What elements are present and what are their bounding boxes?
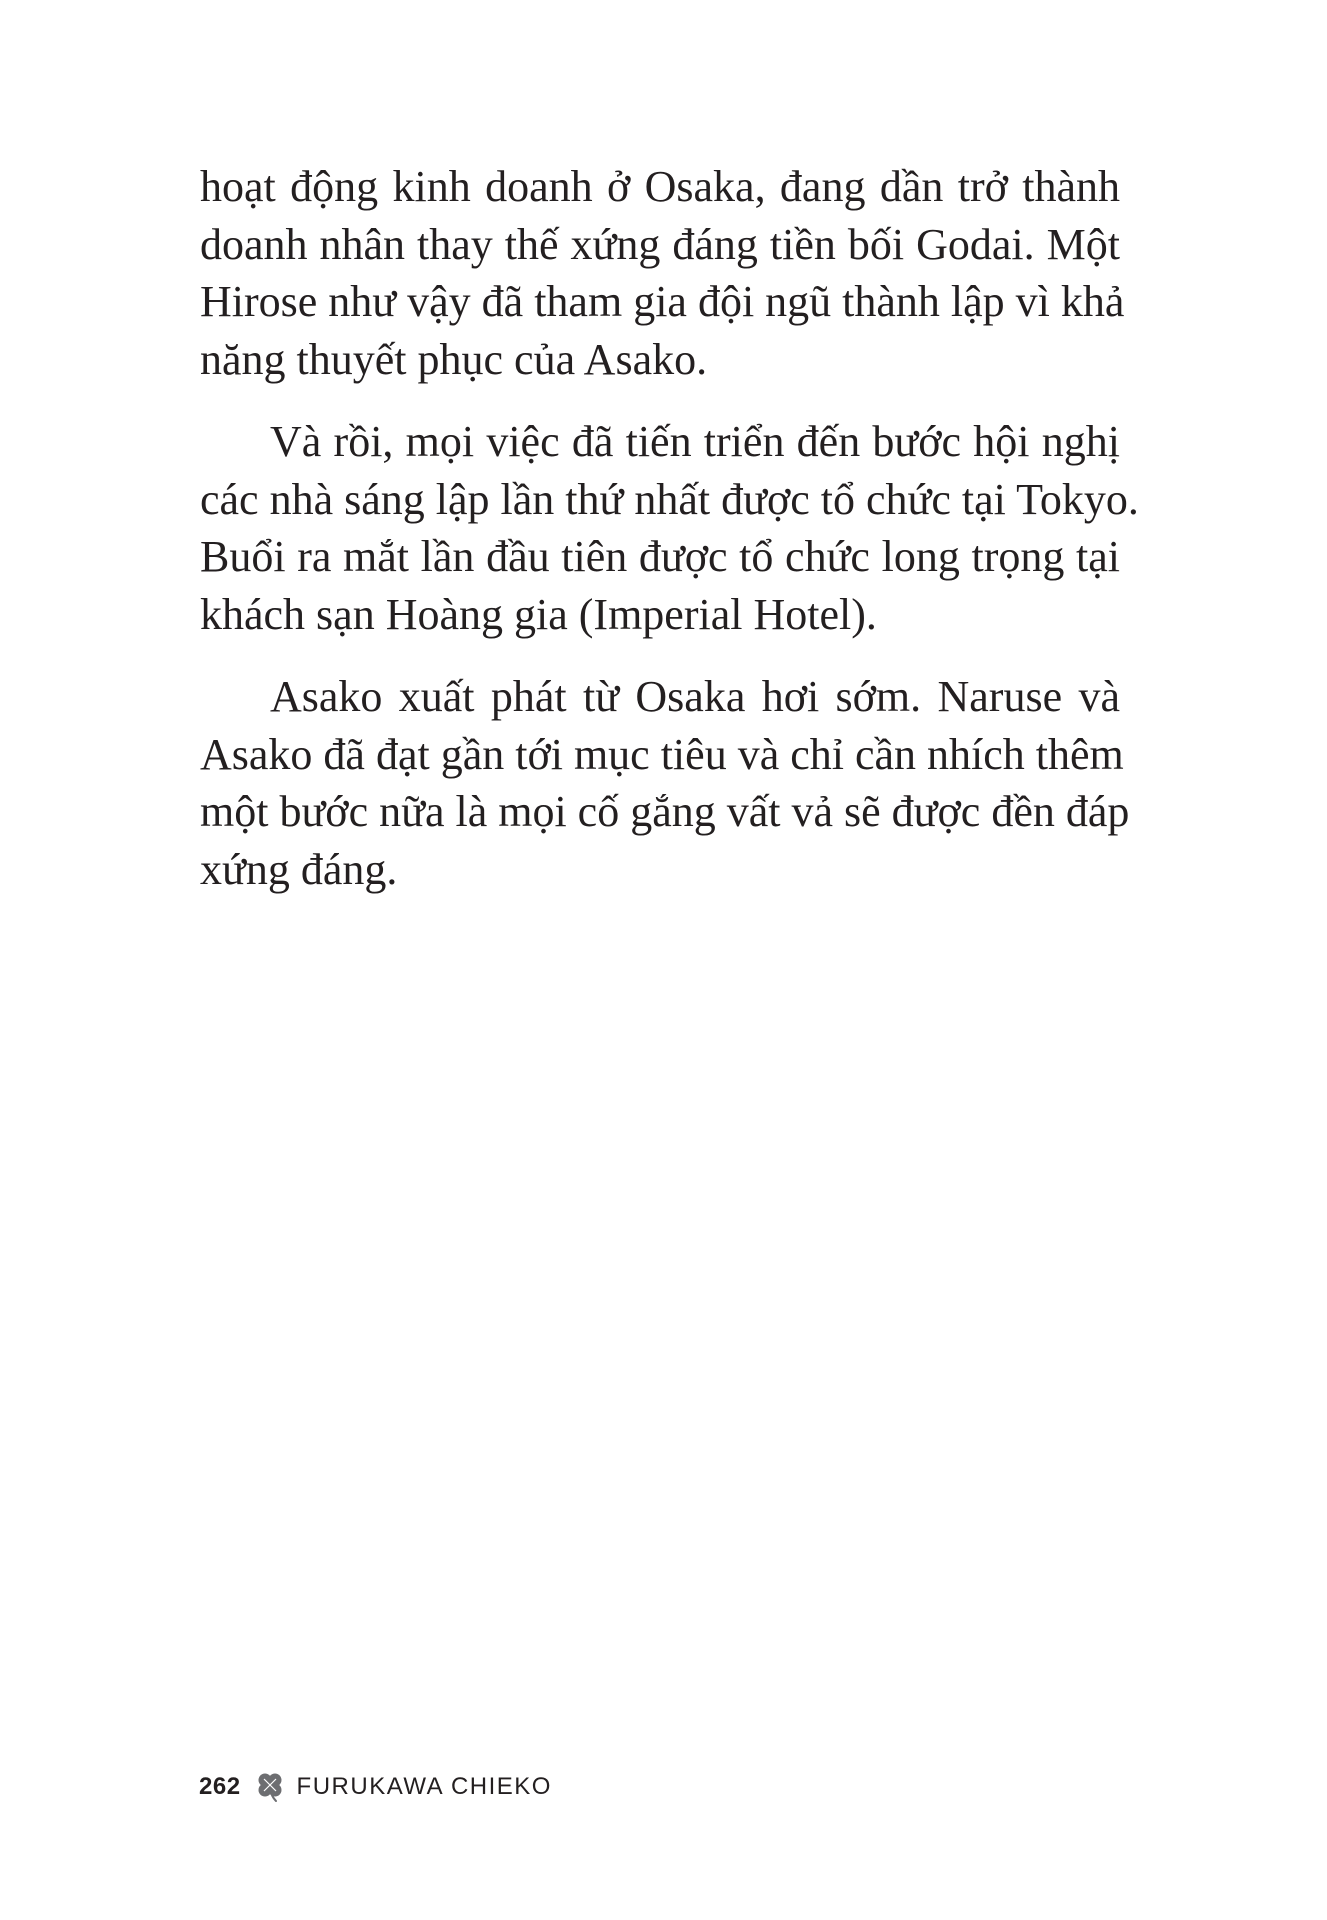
clover-icon: [253, 1770, 287, 1804]
text-line: Hirose như vậy đã tham gia đội ngũ thành lập vì khả: [200, 277, 1125, 326]
text-line: khách sạn Hoàng gia (Imperial Hotel).: [200, 589, 877, 639]
page-footer: [199, 1770, 552, 1804]
text-line: các nhà sáng lập lần thứ nhất được tổ chức tại Tokyo.: [200, 474, 1139, 524]
text-line: Asako xuất phát từ Osaka hơi sớm. Naruse và: [270, 672, 1120, 721]
text-line: năng thuyết phục của Asako.: [200, 334, 708, 384]
text-line: Asako đã đạt gần tới mục tiêu và chỉ cần nhích thêm: [200, 729, 1124, 779]
text-line: Buổi ra mắt lần đầu tiên được tổ chức long trọng tại: [200, 532, 1120, 581]
text-line: xứng đáng.: [200, 844, 398, 894]
paragraph-3: [200, 668, 1130, 898]
body-text: [200, 158, 1139, 923]
text-line: hoạt động kinh doanh ở Osaka, đang dần trở thành: [200, 162, 1120, 211]
text-line: doanh nhân thay thế xứng đáng tiền bối Godai. Một: [200, 219, 1120, 269]
text-line: một bước nữa là mọi cố gắng vất vả sẽ được đền đáp: [200, 787, 1130, 836]
running-head: FURUKAWA CHIEKO: [296, 1773, 552, 1800]
page-number: 262: [199, 1773, 241, 1800]
paragraph-1: [200, 158, 1125, 388]
text-line: Và rồi, mọi việc đã tiến triển đến bước hội nghị: [270, 417, 1120, 466]
paragraph-2: [200, 413, 1139, 643]
